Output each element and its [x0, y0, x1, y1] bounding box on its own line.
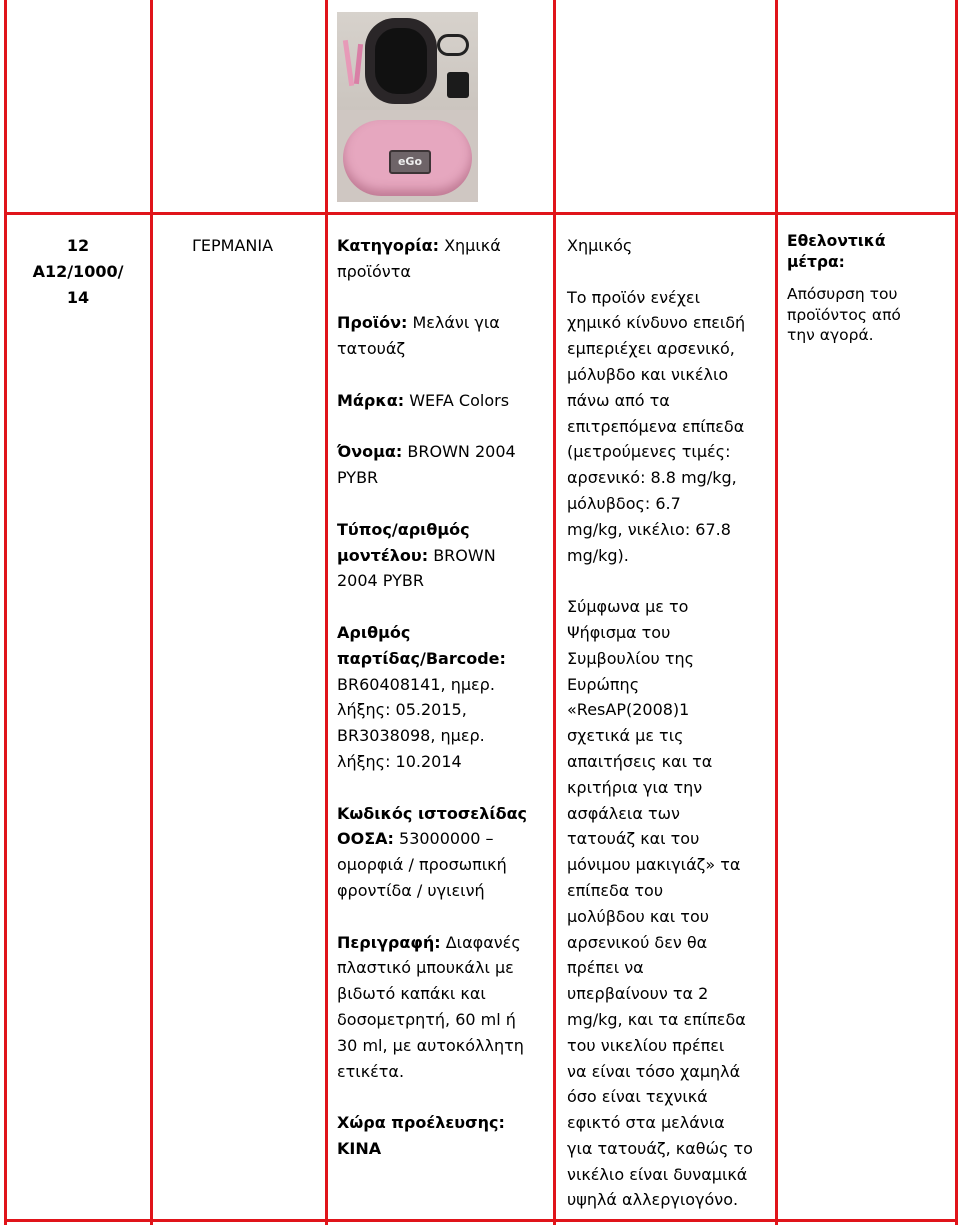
grid-line — [553, 0, 556, 1225]
product-photo — [337, 12, 478, 202]
measures-line: την αγορά. — [787, 326, 874, 344]
risk-line: τατουάζ και του — [567, 829, 700, 849]
batch-label: Αριθμός — [337, 622, 411, 642]
risk-line: Ψήφισμα του — [567, 622, 671, 642]
name-line — [337, 439, 551, 465]
brand-value: WEFA Colors — [409, 390, 510, 410]
risk-line: του νικελίου πρέπει — [567, 1035, 725, 1055]
oecd-value: 53000000 – — [399, 829, 494, 849]
risk-line: μόνιμου μακιγιάζ» τα — [567, 855, 741, 875]
model-label: μοντέλου: — [337, 545, 429, 565]
risk-line: εμπεριέχει αρσενικό, — [567, 339, 735, 359]
country: ΓΕΡΜΑΝΙΑ — [192, 236, 274, 255]
grid-line — [150, 0, 153, 1225]
description-line — [337, 930, 551, 956]
risk-line: mg/kg, νικέλιο: 67.8 — [567, 519, 731, 539]
risk-line: μολύβδου και του — [567, 906, 709, 926]
origin-value: ΚΙΝΑ — [337, 1138, 382, 1158]
grid-line — [775, 0, 778, 1225]
description-value: ετικέτα. — [337, 1061, 405, 1081]
risk-line: κριτήρια για την — [567, 777, 703, 797]
product-label: Προϊόν: — [337, 313, 408, 333]
description-label: Περιγραφή: — [337, 932, 441, 952]
product-value: τατουάζ — [337, 339, 406, 359]
batch-value: λήξης: 05.2015, — [337, 700, 467, 720]
category-value: προϊόντα — [337, 261, 411, 281]
risk-line: νικέλιο είναι δυναμικά — [567, 1164, 748, 1184]
row-number — [8, 233, 148, 311]
risk-line: για τατουάζ, καθώς το — [567, 1138, 753, 1158]
risk-line: όσο είναι τεχνικά — [567, 1087, 708, 1107]
model-value: BROWN — [433, 545, 496, 565]
risk-line: σχετικά με τις — [567, 726, 684, 746]
measures-label: Εθελοντικά — [787, 232, 886, 250]
grid-line — [4, 212, 958, 215]
description-value: Διαφανές — [445, 932, 521, 952]
description-value: πλαστικό μπουκάλι με — [337, 958, 514, 978]
row-number-line: A12/1000/ — [32, 262, 124, 281]
risk-line: εφικτό στα μελάνια — [567, 1113, 725, 1133]
batch-value: λήξης: 10.2014 — [337, 751, 462, 771]
risk-line: (μετρούμενες τιμές: — [567, 442, 731, 462]
category-label: Κατηγορία: — [337, 236, 439, 255]
grid-line — [4, 1219, 958, 1222]
product-value: Μελάνι για — [412, 313, 500, 333]
risk-line: Ευρώπης — [567, 674, 640, 694]
risk-line: mg/kg). — [567, 545, 629, 565]
name-value: BROWN 2004 — [407, 442, 516, 462]
risk-line: ασφάλεια των — [567, 803, 680, 823]
oecd-label: Κωδικός ιστοσελίδας — [337, 803, 528, 823]
risk-line: επιτρεπόμενα επίπεδα — [567, 416, 745, 436]
grid-line — [955, 0, 958, 1225]
risk-line: Το προϊόν ενέχει — [567, 287, 700, 307]
risk-line: αρσενικού δεν θα — [567, 932, 708, 952]
category-value: Χημικά — [444, 236, 501, 255]
risk-line: μόλυβδος: 6.7 — [567, 493, 681, 513]
name-label: Όνομα: — [337, 442, 403, 462]
model-line — [337, 543, 551, 569]
risk-line: υψηλά αλλεργιογόνο. — [567, 1190, 739, 1210]
risk-type: Χημικός — [567, 236, 633, 255]
brand-line — [337, 388, 551, 414]
product-details — [337, 233, 551, 1162]
risk-line: υπερβαίνουν τα 2 — [567, 984, 709, 1004]
risk-line: mg/kg, και τα επίπεδα — [567, 1009, 746, 1029]
oecd-value: ομορφιά / προσωπική — [337, 855, 507, 875]
row-number-line: 12 — [66, 236, 90, 255]
measures-line: προϊόντος από — [787, 305, 901, 324]
name-value: PYBR — [337, 468, 379, 488]
risk-line: «ResAP(2008)1 — [567, 700, 690, 720]
description-value: δοσομετρητή, 60 ml ή — [337, 1009, 516, 1029]
risk-details — [567, 233, 773, 1213]
row-number-line: 14 — [66, 288, 90, 307]
risk-line: χημικό κίνδυνο επειδή — [567, 313, 746, 333]
risk-line: Σύμφωνα με το — [567, 597, 689, 617]
oecd-label: ΟΟΣΑ: — [337, 829, 394, 849]
batch-value: BR60408141, ημερ. — [337, 674, 495, 694]
origin-label: Χώρα προέλευσης: — [337, 1113, 505, 1133]
batch-value: BR3038098, ημερ. — [337, 726, 485, 746]
risk-line: αρσενικό: 8.8 mg/kg, — [567, 468, 737, 488]
model-label: Τύπος/αριθμός — [337, 519, 470, 539]
product-line — [337, 310, 551, 336]
case-logo: eGo — [389, 150, 431, 174]
risk-line: μόλυβδο και νικέλιο — [567, 364, 729, 384]
description-value: βιδωτό καπάκι και — [337, 984, 486, 1004]
risk-line: επίπεδα του — [567, 880, 664, 900]
grid-line — [4, 0, 7, 1225]
country-cell — [192, 233, 322, 259]
risk-line: πάνω από τα — [567, 390, 670, 410]
grid-line — [325, 0, 328, 1225]
model-value: 2004 PYBR — [337, 571, 424, 591]
risk-line: πρέπει να — [567, 958, 644, 978]
risk-line: Συμβουλίου της — [567, 648, 694, 668]
measures-line: Απόσυρση του — [787, 285, 898, 303]
category-line — [337, 233, 551, 259]
cable-shape — [437, 34, 469, 56]
oecd-line — [337, 826, 551, 852]
open-case-inner-shape — [375, 28, 427, 94]
batch-label: παρτίδας/Barcode: — [337, 648, 506, 668]
charger-shape — [447, 72, 469, 98]
description-value: 30 ml, με αυτοκόλλητη — [337, 1035, 524, 1055]
measures-label: μέτρα: — [787, 252, 845, 271]
risk-line: απαιτήσεις και τα — [567, 751, 713, 771]
oecd-value: φροντίδα / υγιεινή — [337, 880, 485, 900]
risk-line: να είναι τόσο χαμηλά — [567, 1061, 741, 1081]
brand-label: Μάρκα: — [337, 390, 405, 410]
measures-details — [787, 231, 953, 346]
